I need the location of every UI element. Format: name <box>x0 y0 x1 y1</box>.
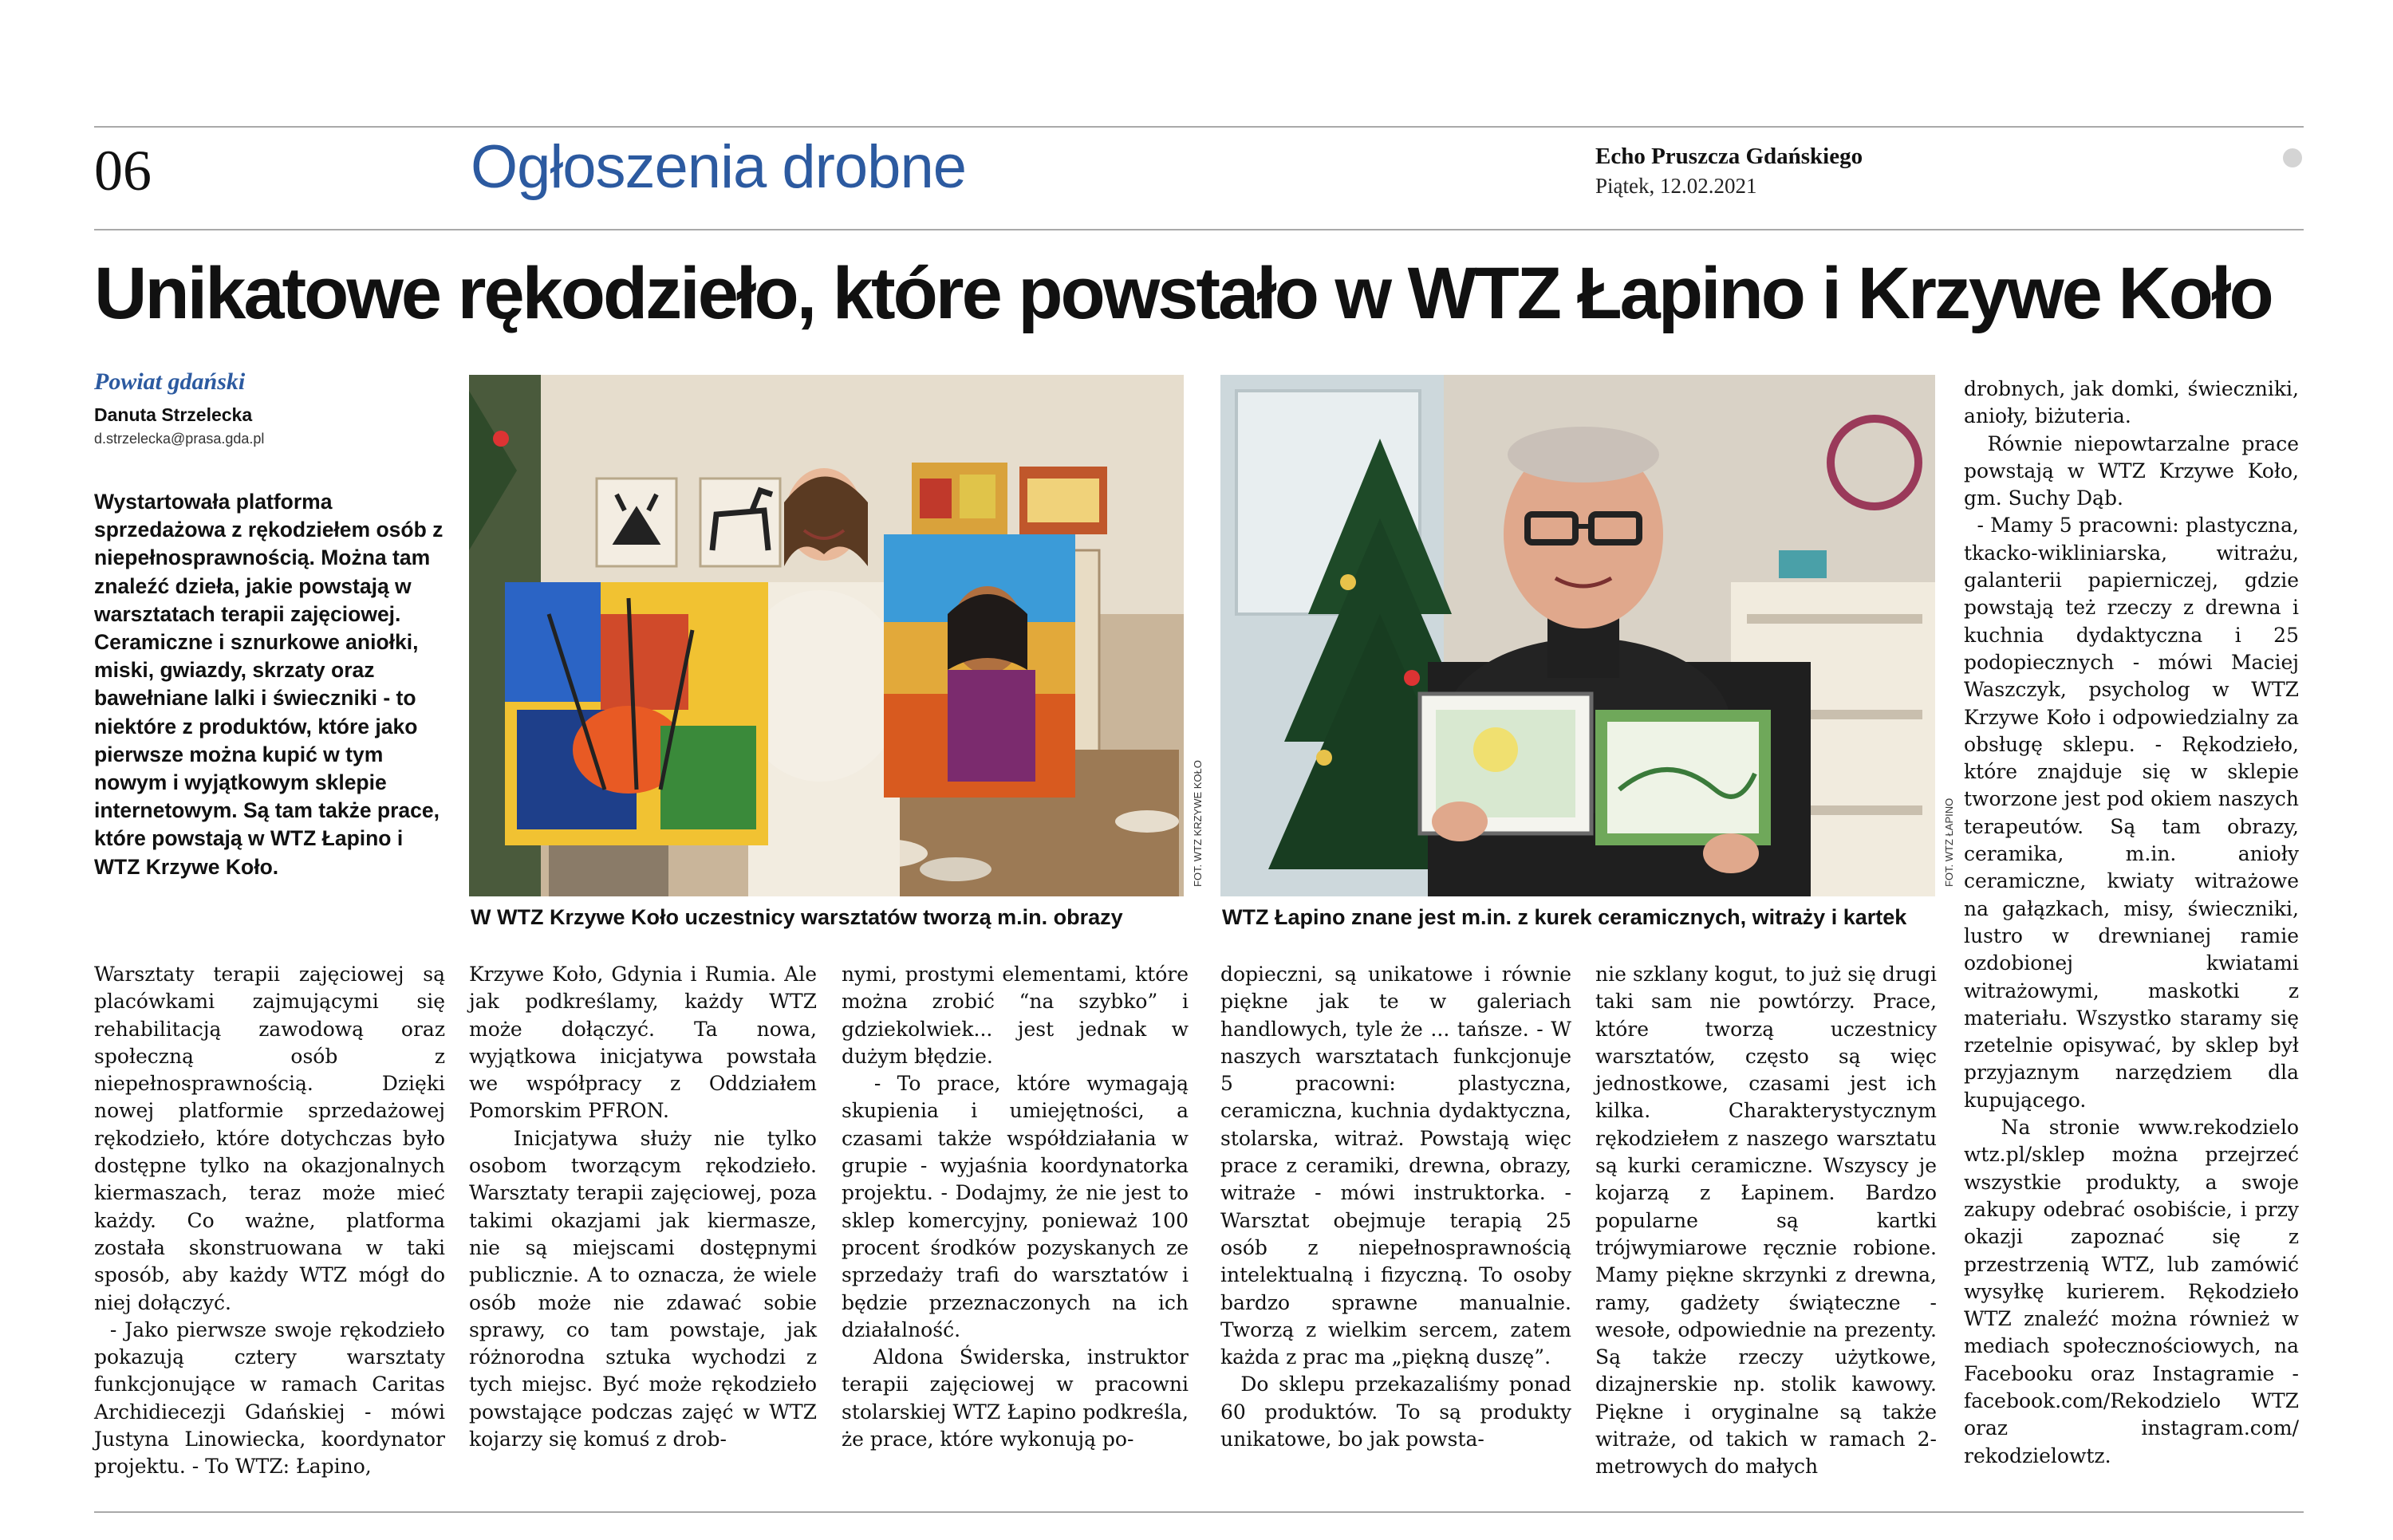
body-column-1: Warsztaty terapii zajęciowej są placówkami zajmującymi się rehabilitacją zawodową oraz społeczną osób z niepełnosprawnością. Dzięki nowej platformie sprzedażowej rękodzieło, które dotychczas było dostępne tylko na okazjonalnych kiermaszach, teraz może mieć każdy. Co ważne, platforma została skonstruowana w taki sposób, aby każdy WTZ mógł do niej dołączyć. - Jako pierwsze swoje rękodzieło pokazują cztery warsztaty funkcjonujące w ramach Caritas Archidiecezji Gdańskiej - mówi Justyna Linowiecka, koordynator projektu. - To WTZ: Łapino, <box>94 963 445 1479</box>
photo2-caption: WTZ Łapino znane jest m.in. z kurek ceramicznych, witraży i kartek <box>1222 905 1907 929</box>
top-rule <box>94 126 2304 128</box>
body-column-5: nie szklany kogut, to już się drugi taki sam nie powtórzy. Prace, które tworzą uczestnicy warsztatów, często są więc jednostkowe, czasami jest ich kilka. Charakterystycznym rękodziełem z naszego warsztatu są kurki ceramiczne. Wszyscy je kojarzą z Łapinem. Bardzo popularne są kartki trójwymiarowe ręcznie robione. Mamy piękne skrzynki z drewna, ramy, gadżety świąteczne - wesołe, odpowiednie na prezenty. Są także rzeczy użytkowe, dizajnerskie np. stolik kawowy. Piękne i oryginalne są także witraże, od takich w ramach 2-metrowych do małych <box>1595 963 1943 1479</box>
kicker: Powiat gdański <box>94 368 246 395</box>
headline: Unikatowe rękodzieło, które powstało w WTZ Łapino i Krzywe Koło <box>94 253 2272 334</box>
page-number: 06 <box>94 139 152 203</box>
photo2-credit: FOT. WTZ ŁAPINO <box>1943 798 1955 887</box>
header-rule <box>94 229 2304 230</box>
author-name: Danuta Strzelecka <box>94 404 253 425</box>
author-email: d.strzelecka@prasa.gda.pl <box>94 431 265 447</box>
bottom-rule <box>94 1511 2304 1513</box>
lead-paragraph: Wystartowała platforma sprzedażowa z rękodziełem osób z niepełnosprawnością. Można tam znaleźć dzieła, jakie powstają w warsztatach terapii zajęciowej. Ceramiczne i sznurkowe aniołki, miski, gwiazdy, skrzaty oraz bawełniane lalki i świeczniki - to niektóre z produktów, które jako pierwsze można kupić w tym nowym i wyjątkowym sklepie internetowym. Są tam także prace, które powstają w WTZ Łapino i WTZ Krzywe Koło. <box>94 490 444 879</box>
publication-date: Piątek, 12.02.2021 <box>1595 174 1757 198</box>
body-column-4: dopieczni, są unikatowe i równie piękne jak te w galeriach handlowych, tyle że ... tańsze. - W naszych warsztatach funkcjonuje 5 pracowni: plastyczna, ceramiczna, kuchnia dydaktyczna, stolarska, witraż. Powstają więc prace z ceramiki, drewna, obrazy, witraże - mówi instruktorka. - Warsztat obejmuje terapią 25 osób z niepełnosprawnością intelektualną i fizyczną. To osoby bardzo sprawne manualnie. Tworzą z wielkim sercem, zatem każda z prac ma „piękną duszę”. Do sklepu przekazaliśmy ponad 60 produktów. To są produkty unikatowe, bo jak powsta- <box>1220 963 1571 1451</box>
section-title: Ogłoszenia drobne <box>471 133 966 201</box>
body-column-3: nymi, prostymi elementami, które można zrobić “na szybko” i gdziekolwiek... jest jednak w dużym błędzie. - To prace, które wymagają skupienia i umiejętności, a czasami także współdziałania w grupie - wyjaśnia koordynatorka projektu. - Dodajmy, że nie jest to sklep komercyjny, ponieważ 100 procent środków pozyskanych ze sprzedaży trafi do warsztatów i będzie przeznaczonych na ich działalność. Aldona Świderska, instruktor terapii zajęciowej w pracowni stolarskiej WTZ Łapino podkreśla, że prace, które wykonują po- <box>842 963 1189 1451</box>
photo-man-with-cards <box>1220 375 1935 896</box>
photo1-credit: FOT. WTZ KRZYWE KOŁO <box>1192 760 1204 887</box>
body-column-6: drobnych, jak domki, świeczniki, anioły, biżuteria. Równie niepowtarzalne prace powstają w WTZ Krzywe Koło, gm. Suchy Dąb. - Mamy 5 pracowni: plastyczna, tkacko-wikliniarska, witrażu, galanterii papierniczej, gdzie powstają też rzeczy z drewna i kuchnia dydaktyczna i 25 podopiecznych - mówi Maciej Waszczyk, psycholog w WTZ Krzywe Koło i odpowiedzialny za obsługę sklepu. - Rękodzieło, które znajduje się w sklepie tworzone jest pod okiem naszych terapeutów. Są tam obrazy, ceramika, m.in. anioły ceramiczne, kwiaty witrażowe na gałązkach, misy, świeczniki, lustro w drewnianej ramie ozdobionej kwiatami witrażowymi, maskotki z materiału. Wszystko staramy się rzetelnie opisywać, by sklep był przyjaznym narzędziem dla kupującego. Na stronie www.rekodzielo wtz.pl/sklep można przejrzeć wszystkie produkty, a swoje zakupy odebrać osobiście, i przy okazji zapoznać się z przestrzenią WTZ, lub zamówić wysyłkę kurierem. Rękodzieło WTZ znaleźć można również w mediach społecznościowych, na Facebooku oraz Instagramie - facebook.com/Rekodzielo WTZ oraz instagram.com/ rekodzielowtz. <box>1964 377 2299 1467</box>
photo-woman-with-paintings <box>469 375 1184 896</box>
grey-dot-icon <box>2283 148 2302 167</box>
body-column-2: Krzywe Koło, Gdynia i Rumia. Ale jak podkreślamy, każdy WTZ może dołączyć. Ta nowa, wyjątkowa inicjatywa powstała we współpracy z Oddziałem Pomorskim PFRON. Inicjatywa służy nie tylko osobom tworzącym rękodzieło. Warsztaty terapii zajęciowej, poza takimi okazjami jak kiermasze, nie są miejscami dostępnymi publicznie. A to oznacza, że wiele osób może nie zdawać sobie sprawy, co tam powstaje, jak różnorodna sztuka wychodzi z tych miejsc. Być może rękodzieło powstające podczas zajęć w WTZ kojarzy się komuś z drob- <box>469 963 817 1451</box>
photo1-caption: W WTZ Krzywe Koło uczestnicy warsztatów tworzą m.in. obrazy <box>471 905 1123 929</box>
publication-name: Echo Pruszcza Gdańskiego <box>1595 144 1863 169</box>
